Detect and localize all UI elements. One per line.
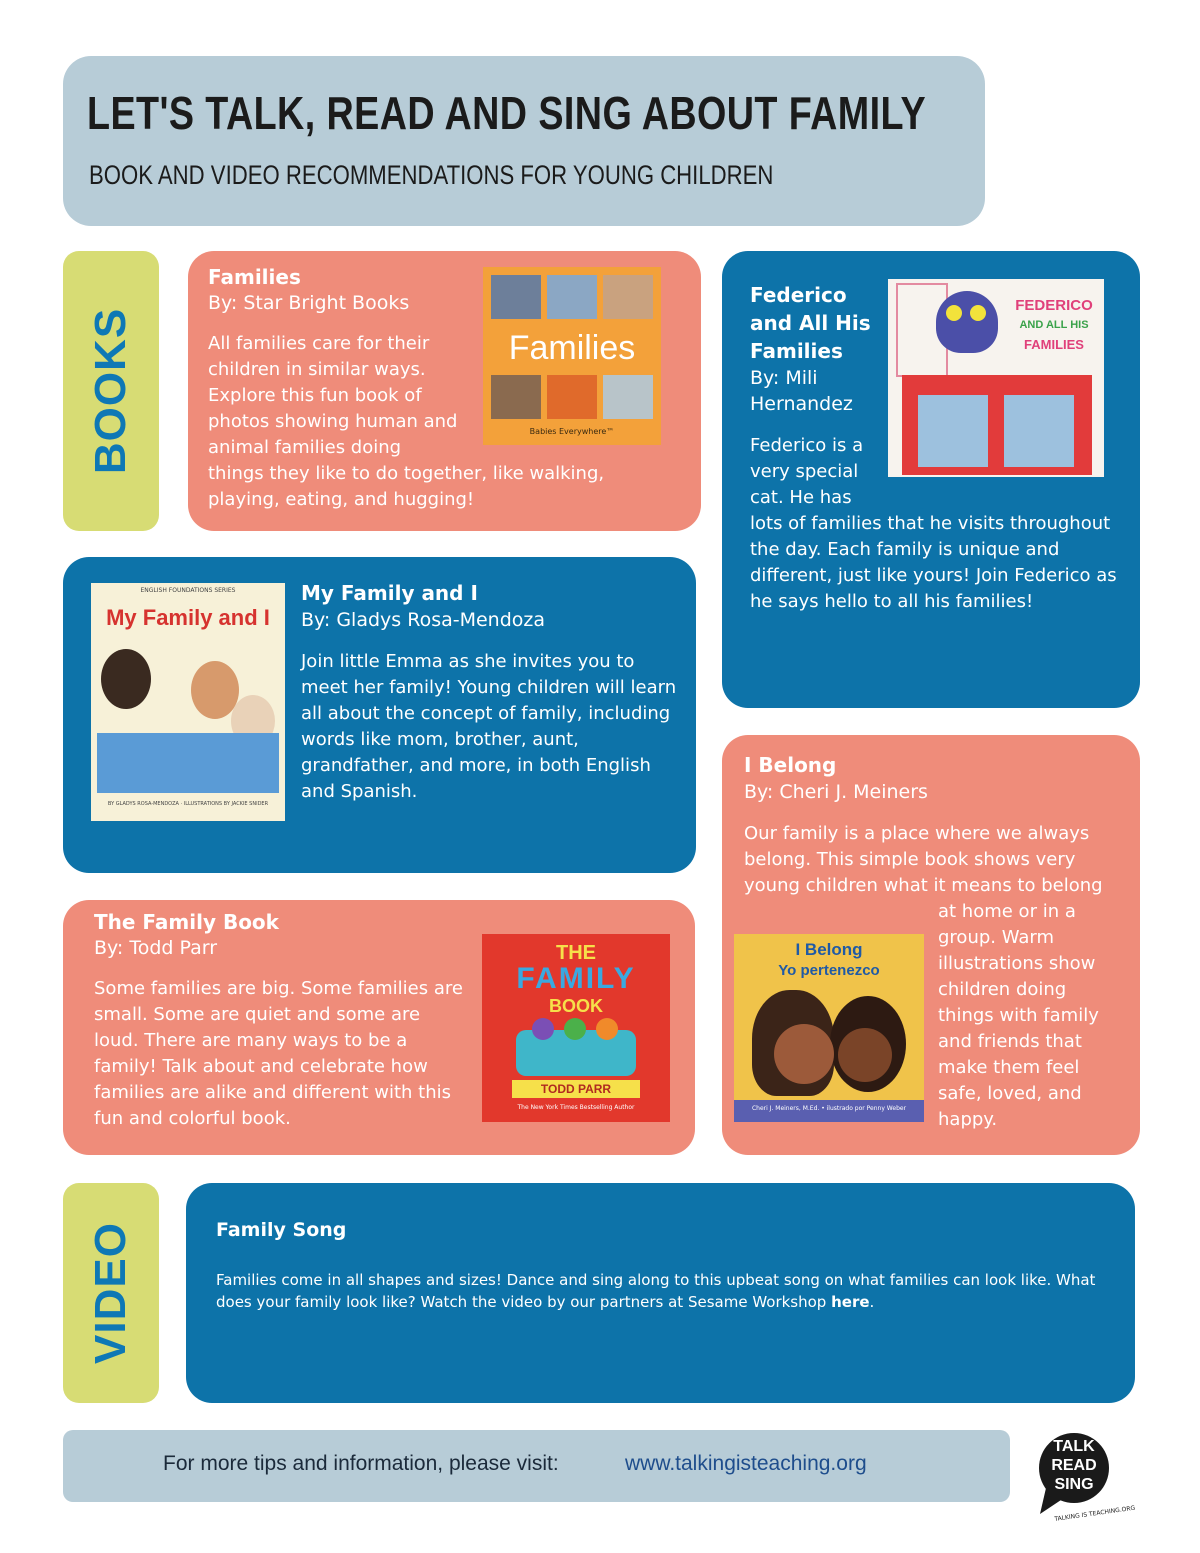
footer-bar	[63, 1430, 1010, 1502]
cover-book: BOOK	[549, 996, 603, 1016]
video-section-tab	[63, 1183, 159, 1403]
footer-label: For more tips and information, please visit:	[163, 1452, 559, 1475]
books-section-tab	[63, 251, 159, 531]
video-card	[186, 1183, 1135, 1403]
cover-family: FAMILY	[516, 962, 636, 995]
cover-footer: Babies Everywhere™	[529, 427, 615, 436]
book-author: By: Cheri J. Meiners	[744, 781, 928, 803]
cover-tagline: The New York Times Bestselling Author	[517, 1104, 635, 1111]
book-author: By: Star Bright Books	[208, 292, 410, 314]
book-description: Join little Emma as she invites you to meet her family! Young children will learn all about the concept of family, including words like mom, brother, aunt, grandfather, and more, in both English and Spanish.	[301, 651, 677, 802]
video-title: Family Song	[216, 1219, 347, 1241]
book-author: By: Gladys Rosa-Mendoza	[301, 609, 546, 631]
page-subtitle: BOOK AND VIDEO RECOMMENDATIONS FOR YOUNG CHILDREN	[89, 160, 774, 190]
talk-read-sing-logo	[1036, 1420, 1136, 1530]
book-cover-i-belong	[734, 934, 924, 1122]
book-card-i-belong	[722, 735, 1140, 1155]
logo-line-talk: TALK	[1053, 1438, 1095, 1455]
book-description-cont: lots of families that he visits throughout the day. Each family is unique and different, just like yours! Join Federico as he says hello to all his families!	[750, 513, 1117, 612]
book-title-line3: Families	[750, 339, 843, 363]
book-title-line2: and All His	[750, 311, 871, 335]
book-description: Some families are big. Some families are small. Some are quiet and some are loud. There are many ways to be a family! Talk about and celebrate how families are alike and different with this fun and colorful book.	[94, 978, 463, 1129]
cover-credit: Cheri J. Meiners, M.Ed. • ilustrado por Penny Weber	[751, 1105, 907, 1112]
cover-credit: BY GLADYS ROSA-MENDOZA · ILLUSTRATIONS BY JACKIE SNIDER	[107, 801, 269, 807]
book-author: By: Todd Parr	[94, 937, 218, 959]
footer-url-link[interactable]: www.talkingisteaching.org	[625, 1452, 867, 1475]
book-description-cont: things they like to do together, like walking, playing, eating, and hugging!	[208, 463, 605, 510]
page-title: LET'S TALK, READ AND SING ABOUT FAMILY	[87, 87, 927, 139]
video-section-label: VIDEO	[86, 1222, 135, 1364]
cover-title-line2: AND ALL HIS	[1019, 319, 1089, 331]
video-link[interactable]: here	[831, 1293, 870, 1311]
page-header	[63, 56, 985, 226]
book-card-my-family-and-i	[63, 557, 696, 873]
book-title-line1: Federico	[750, 283, 847, 307]
cover-series: ENGLISH FOUNDATIONS SERIES	[140, 587, 236, 594]
logo-line-sing: SING	[1054, 1476, 1094, 1493]
book-cover-my-family-and-i	[91, 583, 285, 821]
book-author-line2: Hernandez	[750, 393, 853, 415]
book-title: Families	[208, 265, 301, 289]
book-description: All families care for their children in similar ways. Explore this fun book of photos showing human and animal families doing	[208, 333, 458, 458]
book-title: The Family Book	[94, 910, 279, 934]
video-description-text: Families come in all shapes and sizes! Dance and sing along to this upbeat song on what families can look like. What does your family look like? Watch the video by our partners at Sesame Workshop	[216, 1271, 1096, 1311]
book-cover-families	[483, 267, 661, 445]
logo-arc-text: TALKING IS TEACHING.ORG	[1054, 1504, 1136, 1523]
cover-the: THE	[556, 942, 596, 964]
cover-title: My Family and I	[106, 605, 270, 630]
book-description: Our family is a place where we always belong. This simple book shows very young children what it means to belong	[744, 823, 1103, 896]
cover-title: Families	[508, 329, 636, 367]
logo-line-read: READ	[1051, 1457, 1097, 1474]
book-card-federico	[722, 251, 1140, 708]
cover-author: TODD PARR	[540, 1082, 612, 1096]
book-cover-the-family-book	[482, 934, 670, 1122]
book-card-the-family-book	[63, 900, 695, 1155]
cover-title-line1: FEDERICO	[1015, 297, 1093, 314]
books-section-label: BOOKS	[86, 307, 135, 475]
book-card-families	[188, 251, 701, 531]
video-description: Families come in all shapes and sizes! Dance and sing along to this upbeat song on what families can look like. What does your family look like? Watch the video by our partners at Sesame Workshop here.	[216, 1271, 1096, 1311]
cover-title-line1: I Belong	[795, 940, 863, 959]
cover-title-line2: Yo pertenezco	[778, 962, 880, 979]
book-description-cont: at home or in a group. Warm illustrations show children doing things with family and friends that make them feel safe, loved, and happy.	[938, 901, 1099, 1130]
book-cover-federico	[888, 279, 1104, 477]
book-title: I Belong	[744, 753, 837, 777]
cover-title-line3: FAMILIES	[1024, 337, 1084, 352]
book-author-line1: By: Mili	[750, 367, 818, 389]
book-title: My Family and I	[301, 581, 478, 605]
book-description: Federico is a very special cat. He has	[750, 435, 864, 508]
